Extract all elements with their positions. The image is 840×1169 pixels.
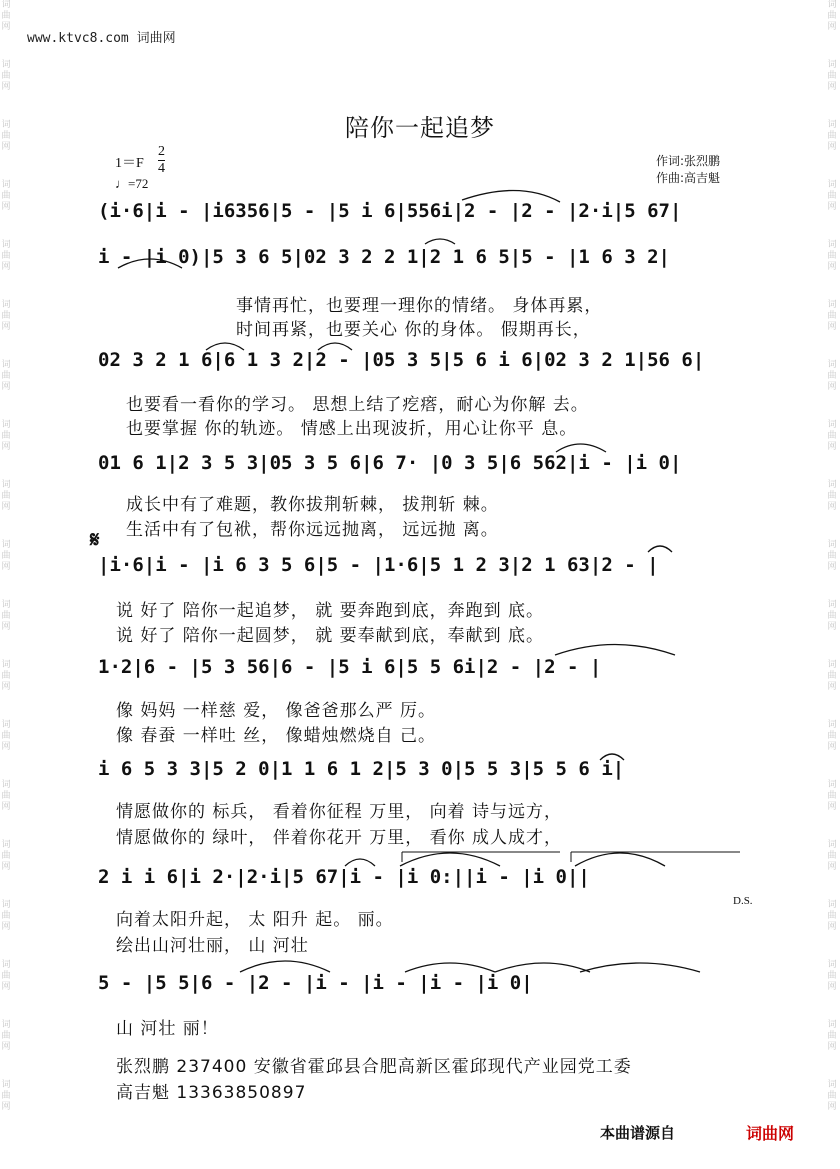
composer: 作曲:高吉魁 xyxy=(656,171,721,185)
watermark-text: 词 曲 网 xyxy=(827,900,837,932)
source-label: 本曲谱源自 xyxy=(600,1124,676,1142)
contact-lyricist: 张烈鹏 237400 安徽省霍邱县合肥高新区霍邱现代产业园党工委 xyxy=(116,1057,632,1077)
watermark-text: 词 曲 网 xyxy=(827,120,837,152)
lyric-line: 像 春蚕 一样吐 丝， 像蜡烛燃烧自 己。 xyxy=(116,726,437,746)
lyric-line: 像 妈妈 一样慈 爱， 像爸爸那么严 厉。 xyxy=(116,701,437,721)
contact-composer: 高吉魁 13363850897 xyxy=(116,1083,307,1103)
watermark-text: 词 曲 网 xyxy=(827,360,837,392)
watermark-text: 词 曲 网 xyxy=(1,420,11,452)
watermark-text: 词 曲 网 xyxy=(1,60,11,92)
tempo-marking: ♩=72 xyxy=(115,176,149,191)
lyric-line: 事情再忙，也要理一理你的情绪。 身体再累， xyxy=(236,296,603,316)
notation: (i·6|i - |i6356|5 - |5 i 6|556i|2 - |2 - |2·i|5 67| xyxy=(98,200,682,222)
watermark-text: 词 曲 网 xyxy=(1,1080,11,1112)
lyric-line: 生活中有了包袱，帮你远远抛离， 远远抛 离。 xyxy=(126,520,499,540)
watermark-text: 词 曲 网 xyxy=(827,840,837,872)
notation: 2 i i 6|i 2·|2·i|5 67|i - |i 0:||i - |i 0|| xyxy=(98,866,590,888)
watermark-text: 词 曲 网 xyxy=(1,540,11,572)
watermark-text: 词 曲 网 xyxy=(827,1080,837,1112)
brand-link[interactable]: 词曲网 xyxy=(746,1124,795,1143)
watermark-text: 词 曲 网 xyxy=(827,480,837,512)
lyric-line: 向着太阳升起， 太 阳升 起。 丽。 xyxy=(116,910,394,930)
watermark-text: 词 曲 网 xyxy=(1,0,11,32)
key-signature: 1＝F xyxy=(115,156,144,171)
watermark-text: 词 曲 网 xyxy=(1,360,11,392)
lyric-line: 情愿做你的 标兵， 看着你征程 万里， 向着 诗与远方， xyxy=(116,802,563,822)
notation: 5 - |5 5|6 - |2 - |i - |i - |i - |i 0| xyxy=(98,972,533,994)
watermark-text: 词 曲 网 xyxy=(827,180,837,212)
lyric-line: 也要掌握 你的轨迹。 情感上出现波折，用心让你平 息。 xyxy=(126,419,578,439)
watermark-text: 词 曲 网 xyxy=(827,420,837,452)
time-bottom: 4 xyxy=(158,161,165,176)
lyric-line: 成长中有了难题，教你拔荆斩棘， 拔荆斩 棘。 xyxy=(126,495,499,515)
lyric-line: 也要看一看你的学习。 思想上结了疙瘩，耐心为你解 去。 xyxy=(126,395,589,415)
watermark-text: 词 曲 网 xyxy=(827,780,837,812)
watermark-text: 词 曲 网 xyxy=(827,600,837,632)
watermark-text: 词 曲 网 xyxy=(827,720,837,752)
time-top: 2 xyxy=(158,144,165,159)
notation: 02 3 2 1 6|6 1 3 2|2 - |05 3 5|5 6 i 6|02 3 2 1|56 6| xyxy=(98,349,705,371)
lyric-line: 说 好了 陪你一起圆梦， 就 要奉献到底，奉献到 底。 xyxy=(116,626,545,646)
lyric-line: 山 河壮 丽！ xyxy=(116,1019,219,1039)
watermark-text: 词 曲 网 xyxy=(827,1020,837,1052)
watermark-text: 词 曲 网 xyxy=(1,660,11,692)
watermark-text: 词 曲 网 xyxy=(1,180,11,212)
watermark-text: 词 曲 网 xyxy=(1,480,11,512)
watermark-text: 词 曲 网 xyxy=(827,540,837,572)
ds-marking: D.S. xyxy=(733,895,753,907)
lyricist: 作词:张烈鹏 xyxy=(656,154,721,168)
lyric-line: 绘出山河壮丽， 山 河壮 xyxy=(116,936,309,956)
lyric-line: 情愿做你的 绿叶， 伴着你花开 万里， 看你 成人成才， xyxy=(116,828,563,848)
watermark-text: 词 曲 网 xyxy=(827,300,837,332)
watermark-text: 词 曲 网 xyxy=(1,120,11,152)
notation: 01 6 1|2 3 5 3|05 3 5 6|6 7· |0 3 5|6 562|i - |i 0| xyxy=(98,452,682,474)
watermark-text: 词 曲 网 xyxy=(827,240,837,272)
notation: |i·6|i - |i 6 3 5 6|5 - |1·6|5 1 2 3|2 1 63|2 - | xyxy=(98,554,659,576)
segno-icon: 𝄋 xyxy=(90,528,100,553)
watermark-text: 词 曲 网 xyxy=(1,1020,11,1052)
notation: i 6 5 3 3|5 2 0|1 1 6 1 2|5 3 0|5 5 3|5 5 6 i| xyxy=(98,758,625,780)
watermark-text: 词 曲 网 xyxy=(1,960,11,992)
lyric-line: 说 好了 陪你一起追梦， 就 要奔跑到底，奔跑到 底。 xyxy=(116,601,545,621)
site-url[interactable]: www.ktvc8.com 词曲网 xyxy=(27,31,176,46)
watermark-text: 词 曲 网 xyxy=(1,900,11,932)
notation: i - |i 0)|5 3 6 5|02 3 2 2 1|2 1 6 5|5 - |1 6 3 2| xyxy=(98,246,670,268)
song-title: 陪你一起追梦 xyxy=(345,114,495,142)
watermark-text: 词 曲 网 xyxy=(827,960,837,992)
watermark-text: 词 曲 网 xyxy=(1,300,11,332)
watermark-text: 词 曲 网 xyxy=(1,840,11,872)
watermark-text: 词 曲 网 xyxy=(827,0,837,32)
lyric-line: 时间再紧，也要关心 你的身体。 假期再长， xyxy=(236,320,591,340)
watermark-text: 词 曲 网 xyxy=(1,720,11,752)
watermark-text: 词 曲 网 xyxy=(1,600,11,632)
notation: 1·2|6 - |5 3 56|6 - |5 i 6|5 5 6i|2 - |2 - | xyxy=(98,656,602,678)
watermark-text: 词 曲 网 xyxy=(1,240,11,272)
watermark-text: 词 曲 网 xyxy=(827,660,837,692)
watermark-text: 词 曲 网 xyxy=(827,60,837,92)
watermark-text: 词 曲 网 xyxy=(1,780,11,812)
